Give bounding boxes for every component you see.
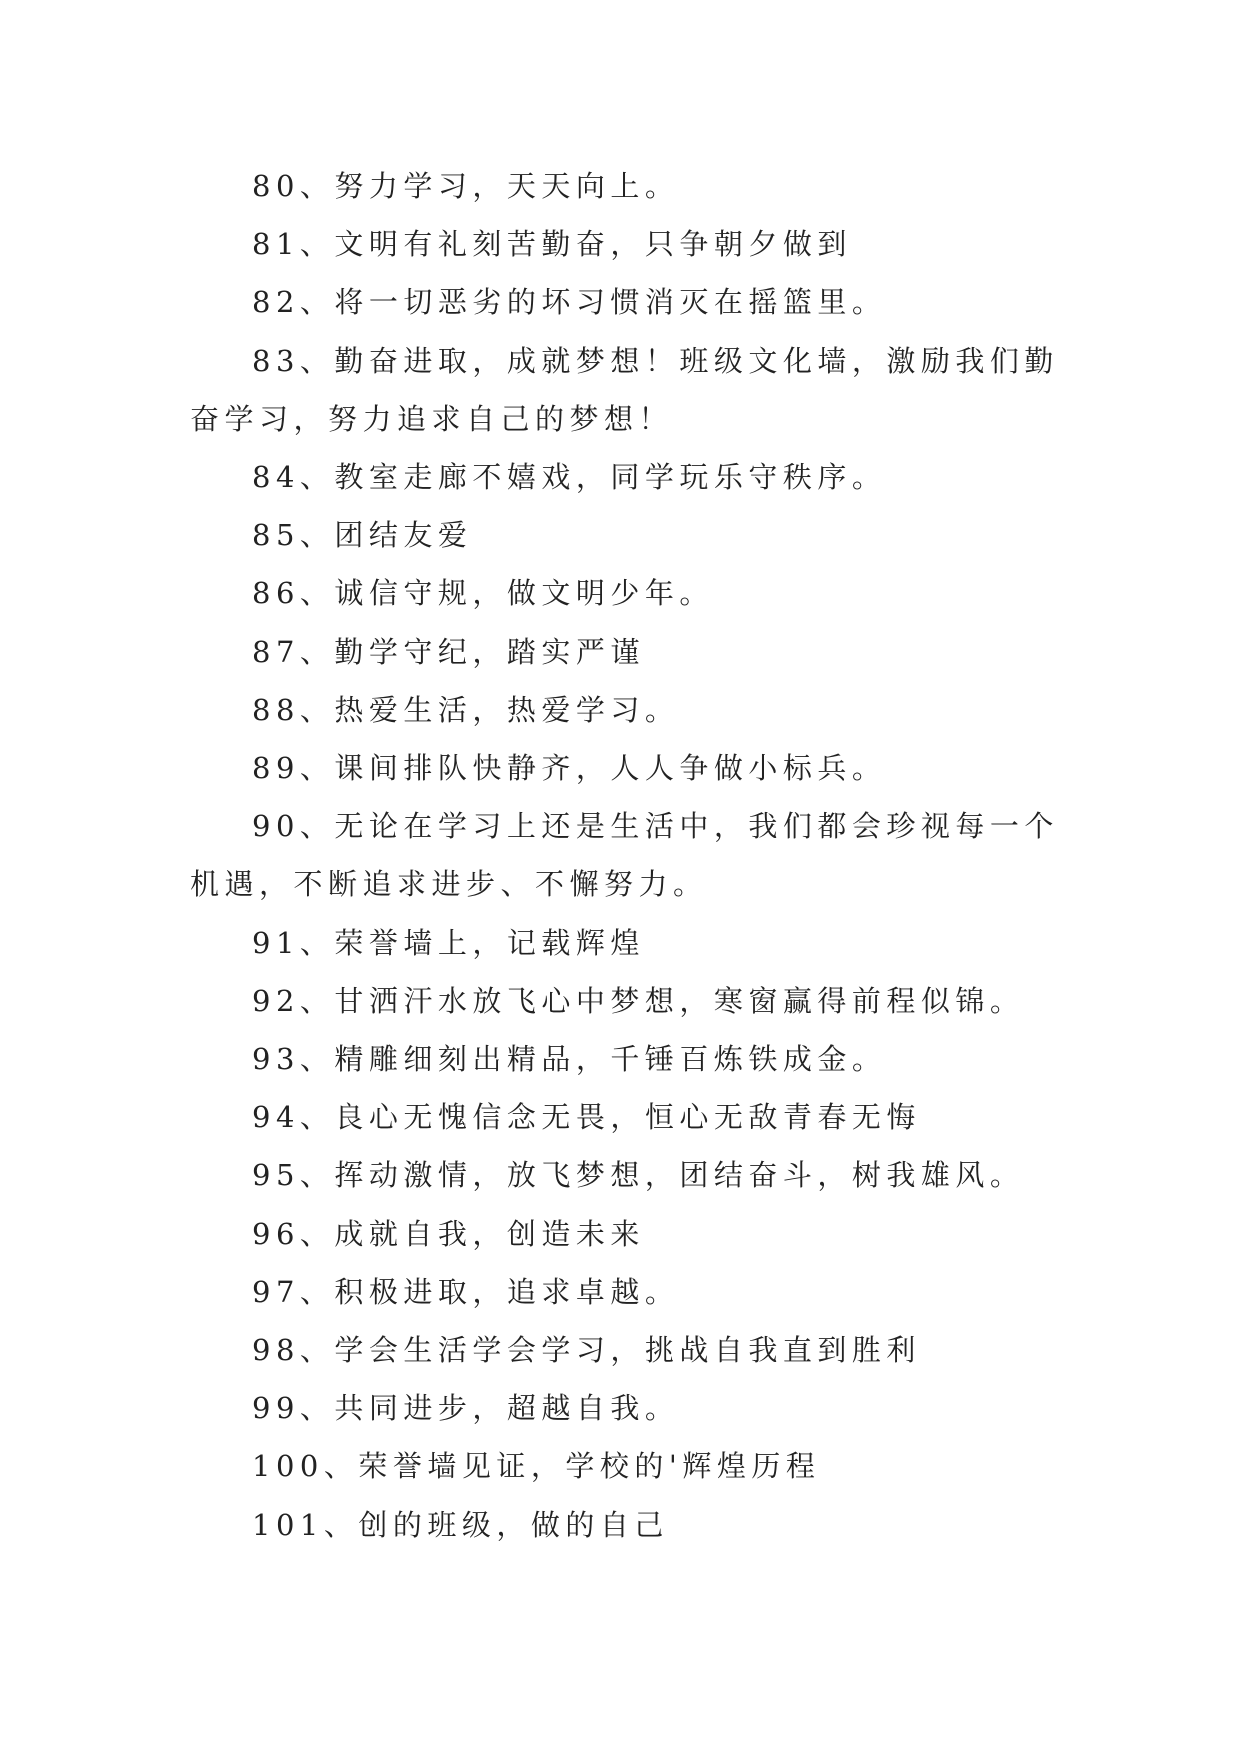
slogan-item: 84、教室走廊不嬉戏，同学玩乐守秩序。: [252, 460, 887, 495]
slogan-item: 97、积极进取，追求卓越。: [252, 1274, 680, 1309]
slogan-item: 101、创的班级，做的自己: [252, 1507, 669, 1542]
slogan-item: 92、甘洒汗水放飞心中梦想，寒窗赢得前程似锦。: [252, 983, 1025, 1018]
slogan-item: 99、共同进步，超越自我。: [252, 1391, 680, 1426]
slogan-list: [190, 157, 1070, 1554]
slogan-item: 80、努力学习，天天向上。: [252, 169, 680, 203]
slogan-item: 86、诚信守规，做文明少年。: [252, 576, 714, 611]
slogan-item: 81、文明有礼刻苦勤奋，只争朝夕做到: [252, 227, 852, 262]
slogan-item: 96、成就自我，创造未来: [252, 1216, 645, 1251]
slogan-item: 93、精雕细刻出精品，千锤百炼铁成金。: [252, 1042, 887, 1077]
slogan-item: 88、热爱生活，热爱学习。: [252, 692, 680, 727]
slogan-item: 100、荣誉墙见证，学校的'辉煌历程: [252, 1449, 821, 1484]
slogan-item: 83、勤奋进取，成就梦想！班级文化墙，激励我们勤奋学习，努力追求自己的梦想！: [190, 343, 1059, 436]
slogan-item: 98、学会生活学会学习，挑战自我直到胜利: [252, 1333, 921, 1368]
slogan-item: 85、团结友爱: [252, 518, 473, 553]
slogan-item: 95、挥动激情，放飞梦想，团结奋斗，树我雄风。: [252, 1158, 1025, 1193]
slogan-item: 90、无论在学习上还是生活中，我们都会珍视每一个机遇，不断追求进步、不懈努力。: [190, 809, 1059, 902]
slogan-item: 89、课间排队快静齐，人人争做小标兵。: [252, 751, 887, 786]
slogan-item: 94、良心无愧信念无畏，恒心无敌青春无悔: [252, 1100, 921, 1135]
slogan-item: 91、荣誉墙上，记载辉煌: [252, 925, 645, 960]
slogan-item: 82、将一切恶劣的坏习惯消灭在摇篮里。: [252, 285, 887, 320]
slogan-item: 87、勤学守纪，踏实严谨: [252, 634, 645, 669]
